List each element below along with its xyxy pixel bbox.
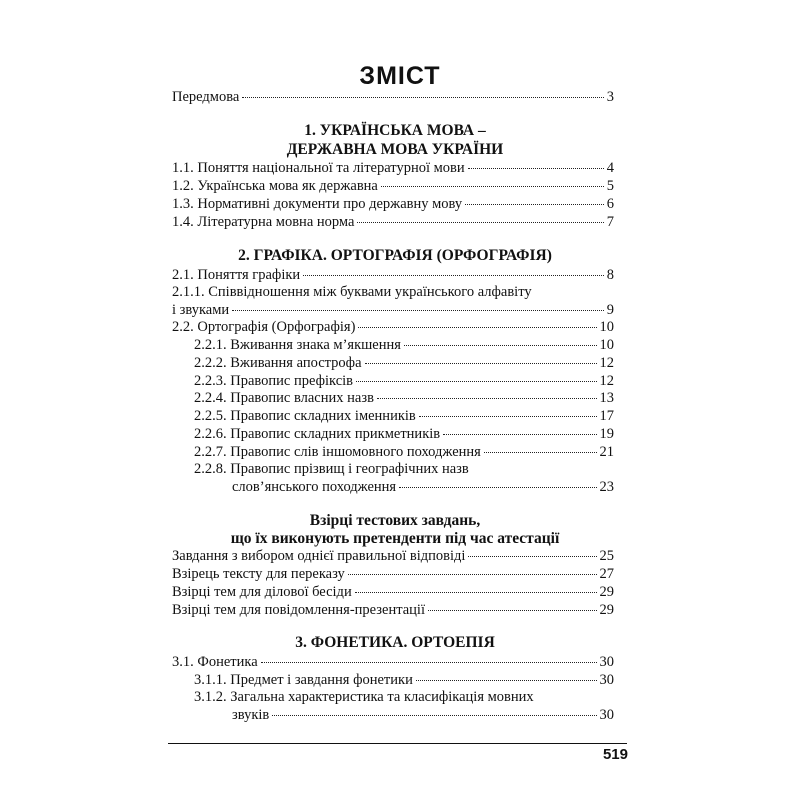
toc-entry-text: 2.2.7. Правопис слів іншомовного походження <box>194 444 481 460</box>
footer-rule <box>168 743 627 744</box>
toc-entry-page: 29 <box>599 602 614 618</box>
toc-entry <box>172 602 614 620</box>
toc-entry-text: 2.2.2. Вживання апострофа <box>194 355 362 371</box>
dot-leader <box>348 574 597 575</box>
toc-entry <box>172 267 614 285</box>
dot-leader <box>365 363 597 364</box>
toc-entry-text: 1.4. Літературна мовна норма <box>172 214 355 230</box>
section-heading: 3. ФОНЕТИКА. ОРТОЕПІЯ <box>295 634 495 651</box>
toc-entry-text: 2.2.8. Правопис прізвищ і географічних назв <box>194 461 469 477</box>
dot-leader <box>261 662 597 663</box>
toc-entry-text: 1.1. Поняття національної та літературної мови <box>172 160 465 176</box>
toc-entry-text: Завдання з вибором однієї правильної відповіді <box>172 548 466 564</box>
toc-entry-page: 30 <box>599 672 614 688</box>
toc-entry <box>194 672 614 690</box>
toc-entry-text: 3.1.2. Загальна характеристика та класифікація мовних <box>194 689 534 705</box>
dot-leader <box>232 310 604 311</box>
toc-entry <box>232 707 614 725</box>
dot-leader <box>416 680 597 681</box>
toc-entry-page: 13 <box>599 390 614 406</box>
dot-leader <box>428 610 597 611</box>
dot-leader <box>242 97 603 98</box>
toc-entry-text: і звуками <box>172 302 230 318</box>
toc-entry-page: 29 <box>599 584 614 600</box>
toc-entry-page: 21 <box>599 444 614 460</box>
dot-leader <box>465 204 604 205</box>
toc-entry-text: 1.2. Українська мова як державна <box>172 178 378 194</box>
toc-entry-text: 2.2.1. Вживання знака м’якшення <box>194 337 401 353</box>
toc-entry-text: 2.2.3. Правопис префіксів <box>194 373 354 389</box>
dot-leader <box>355 592 597 593</box>
section-heading: 2. ГРАФІКА. ОРТОГРАФІЯ (ОРФОГРАФІЯ) <box>238 247 552 264</box>
section-heading: Взірці тестових завдань, <box>309 512 481 529</box>
toc-entry <box>194 337 614 355</box>
dot-leader <box>381 186 604 187</box>
dot-leader <box>356 381 596 382</box>
toc-entry-page: 6 <box>606 196 614 212</box>
toc-entry <box>172 178 614 196</box>
dot-leader <box>484 452 597 453</box>
toc-entry-text: 2.1. Поняття графіки <box>172 267 301 283</box>
dot-leader <box>443 434 596 435</box>
toc-entry <box>172 89 614 107</box>
toc-entry-page: 10 <box>599 319 614 335</box>
section-heading: ДЕРЖАВНА МОВА УКРАЇНИ <box>286 141 504 158</box>
toc-entry-text: Взірці тем для повідомлення-презентації <box>172 602 425 618</box>
page-number: 519 <box>602 746 628 763</box>
toc-entry-page: 5 <box>606 178 614 194</box>
toc-entry <box>172 548 614 566</box>
page-title: ЗМІСТ <box>359 62 441 90</box>
toc-entry-text: 2.2.5. Правопис складних іменників <box>194 408 416 424</box>
toc-entry <box>172 196 614 214</box>
toc-entry-text: 1.3. Нормативні документи про державну мову <box>172 196 463 212</box>
toc-entry <box>194 373 614 391</box>
toc-entry-page: 19 <box>599 426 614 442</box>
dot-leader <box>358 327 596 328</box>
toc-entry <box>172 654 614 672</box>
toc-entry-text: слов’янського походження <box>232 479 397 495</box>
section-heading: що їх виконують претенденти під час атестації <box>230 530 560 547</box>
toc-entry <box>172 214 614 232</box>
toc-entry <box>194 444 614 462</box>
dot-leader <box>399 487 596 488</box>
toc-entry-text: 3.1. Фонетика <box>172 654 258 670</box>
dot-leader <box>272 715 596 716</box>
dot-leader <box>468 168 604 169</box>
toc-entry-page: 3 <box>606 89 614 105</box>
toc-entry-page: 9 <box>606 302 614 318</box>
toc-entry-page: 30 <box>599 654 614 670</box>
toc-entry-page: 25 <box>599 548 614 564</box>
toc-entry-page: 12 <box>599 373 614 389</box>
dot-leader <box>419 416 597 417</box>
toc-entry <box>194 390 614 408</box>
toc-entry <box>194 426 614 444</box>
toc-entry <box>194 355 614 373</box>
toc-entry <box>232 479 614 497</box>
toc-entry-page: 27 <box>599 566 614 582</box>
toc-entry <box>172 566 614 584</box>
toc-entry-text: 2.2.6. Правопис складних прикметників <box>194 426 441 442</box>
dot-leader <box>357 222 603 223</box>
toc-entry-text: 2.2. Ортографія (Орфографія) <box>172 319 356 335</box>
dot-leader <box>303 275 604 276</box>
toc-entry <box>172 584 614 602</box>
toc-entry-text: звуків <box>232 707 270 723</box>
dot-leader <box>377 398 597 399</box>
toc-entry-page: 10 <box>599 337 614 353</box>
toc-entry-page: 12 <box>599 355 614 371</box>
toc-entry-page: 17 <box>599 408 614 424</box>
toc-entry-page: 30 <box>599 707 614 723</box>
toc-entry-text: 2.1.1. Співвідношення між буквами українського алфавіту <box>172 284 532 300</box>
toc-entry-page: 7 <box>606 214 614 230</box>
toc-entry <box>172 302 614 320</box>
toc-entry <box>172 160 614 178</box>
toc-entry <box>172 319 614 337</box>
toc-entry-page: 23 <box>599 479 614 495</box>
toc-entry-text: Взірці тем для ділової бесіди <box>172 584 352 600</box>
dot-leader <box>468 556 596 557</box>
toc-entry-page: 4 <box>606 160 614 176</box>
toc-entry-text: 2.2.4. Правопис власних назв <box>194 390 374 406</box>
toc-entry <box>194 408 614 426</box>
toc-entry-text: 3.1.1. Предмет і завдання фонетики <box>194 672 413 688</box>
toc-entry-text: Передмова <box>172 89 240 105</box>
section-heading: 1. УКРАЇНСЬКА МОВА – <box>304 122 486 139</box>
dot-leader <box>404 345 597 346</box>
toc-entry-text: Взірець тексту для переказу <box>172 566 345 582</box>
toc-entry-page: 8 <box>606 267 614 283</box>
